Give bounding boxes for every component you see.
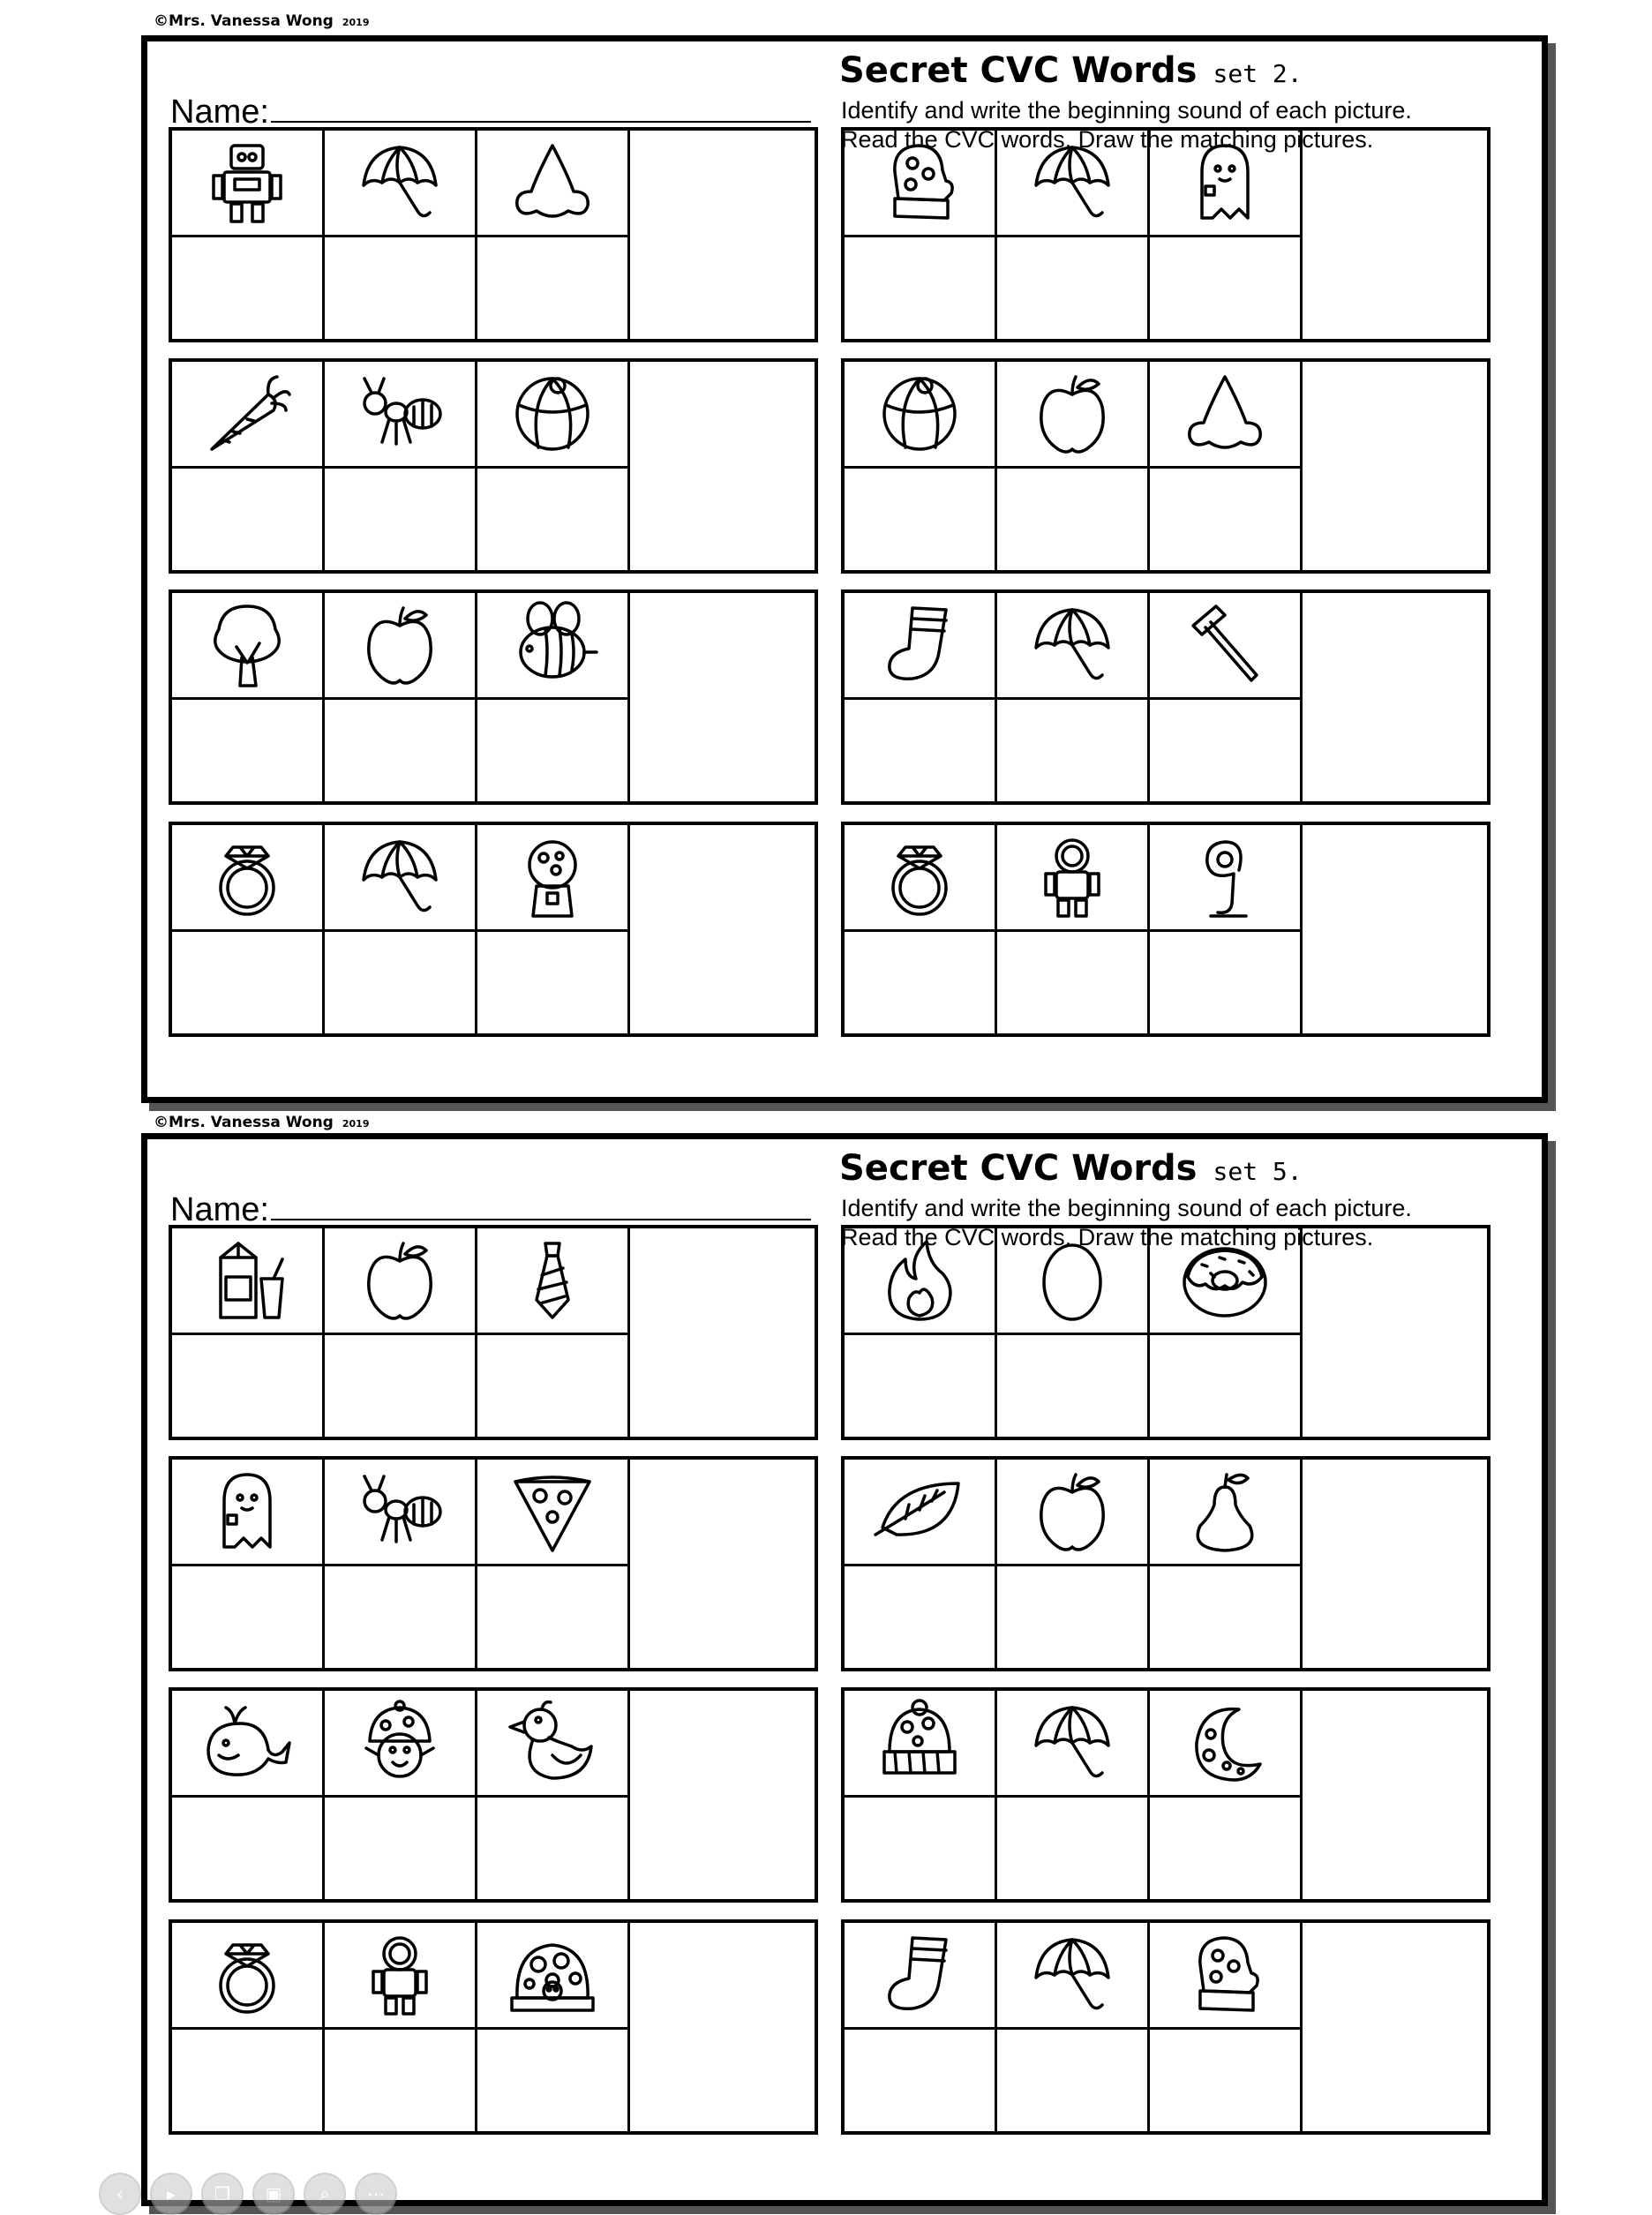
donut-icon bbox=[1175, 1235, 1274, 1326]
letter-write-box[interactable] bbox=[172, 1335, 325, 1437]
word-panel bbox=[841, 1225, 1491, 1440]
letter-write-box[interactable] bbox=[477, 469, 630, 570]
letter-write-box[interactable] bbox=[477, 1798, 630, 1899]
word-panel bbox=[169, 1687, 818, 1903]
instruction-line-2: Read the CVC words. Draw the matching pictures. bbox=[841, 1224, 1374, 1250]
egg-icon bbox=[1023, 1235, 1122, 1326]
letter-write-box[interactable] bbox=[997, 932, 1150, 1033]
name-label-text: Name: bbox=[170, 94, 269, 131]
picture-cell bbox=[477, 1923, 630, 2030]
picture-cell bbox=[477, 1460, 630, 1566]
ring-icon bbox=[198, 831, 297, 923]
letter-write-box[interactable] bbox=[997, 2030, 1150, 2131]
letter-write-box[interactable] bbox=[477, 1335, 630, 1437]
name-write-line[interactable] bbox=[271, 91, 811, 123]
copyright-text: ©Mrs. Vanessa Wong bbox=[154, 1114, 334, 1131]
umbrella-icon bbox=[1023, 1929, 1122, 2021]
letter-write-box[interactable] bbox=[325, 1566, 477, 1668]
duck-icon bbox=[503, 1697, 602, 1789]
letter-write-box[interactable] bbox=[172, 469, 325, 570]
letter-write-box[interactable] bbox=[477, 700, 630, 801]
copyright-year: 2019 bbox=[342, 1118, 370, 1130]
draw-picture-area[interactable] bbox=[630, 593, 815, 801]
picture-cell bbox=[172, 1228, 325, 1335]
worksheet-1 bbox=[0, 0, 1652, 1103]
word-panel bbox=[169, 358, 818, 574]
umbrella-icon bbox=[1023, 599, 1122, 691]
ghost-icon bbox=[1175, 137, 1274, 229]
letter-write-box[interactable] bbox=[172, 1566, 325, 1668]
picture-cell bbox=[325, 362, 477, 469]
whale-icon bbox=[198, 1697, 297, 1789]
draw-picture-area[interactable] bbox=[1303, 362, 1487, 570]
page-title bbox=[839, 1148, 1303, 1189]
astronaut-icon bbox=[1023, 831, 1122, 923]
copy-icon[interactable]: ❐ bbox=[201, 2173, 244, 2215]
letter-write-box[interactable] bbox=[477, 932, 630, 1033]
set-label: set 5. bbox=[1213, 1157, 1303, 1186]
picture-cell bbox=[1150, 362, 1303, 469]
name-field bbox=[170, 1189, 811, 1229]
ant-icon bbox=[350, 1466, 449, 1558]
picture-cell bbox=[325, 1691, 477, 1798]
letter-write-box[interactable] bbox=[845, 1566, 997, 1668]
milk-icon bbox=[198, 1235, 297, 1326]
picture-cell bbox=[172, 593, 325, 700]
picture-cell bbox=[997, 1691, 1150, 1798]
ring-icon bbox=[198, 1929, 297, 2021]
picture-cell bbox=[1150, 593, 1303, 700]
picture-cell bbox=[172, 825, 325, 932]
word-panel bbox=[169, 1919, 818, 2135]
word-panel bbox=[841, 1456, 1491, 1671]
picture-cell bbox=[997, 131, 1150, 237]
letter-write-box[interactable] bbox=[997, 237, 1150, 339]
umbrella-icon bbox=[1023, 137, 1122, 229]
letter-write-box[interactable] bbox=[172, 932, 325, 1033]
pear-icon bbox=[1175, 1466, 1274, 1558]
picture-cell bbox=[477, 1228, 630, 1335]
picture-cell bbox=[845, 131, 997, 237]
picture-cell bbox=[845, 1691, 997, 1798]
instruction-line-2: Read the CVC words. Draw the matching pictures. bbox=[841, 126, 1374, 153]
picture-cell bbox=[477, 593, 630, 700]
picture-cell bbox=[997, 362, 1150, 469]
letter-write-box[interactable] bbox=[172, 237, 325, 339]
picture-cell bbox=[172, 1691, 325, 1798]
letter-write-box[interactable] bbox=[997, 700, 1150, 801]
letter-write-box[interactable] bbox=[845, 932, 997, 1033]
letter-write-box[interactable] bbox=[477, 2030, 630, 2131]
picture-cell bbox=[997, 1923, 1150, 2030]
picture-cell bbox=[845, 1228, 997, 1335]
letter-write-box[interactable] bbox=[845, 1798, 997, 1899]
carrot-icon bbox=[198, 368, 297, 460]
sock-icon bbox=[870, 1929, 969, 2021]
copyright-notice bbox=[154, 12, 369, 30]
instruction-line-1: Identify and write the beginning sound of each picture. bbox=[841, 1195, 1412, 1221]
picture-cell bbox=[845, 1923, 997, 2030]
word-panel bbox=[169, 127, 818, 342]
tie-icon bbox=[503, 1235, 602, 1326]
letter-write-box[interactable] bbox=[997, 469, 1150, 570]
set-label: set 2. bbox=[1213, 59, 1303, 88]
copyright-text: ©Mrs. Vanessa Wong bbox=[154, 12, 334, 30]
title-text: Secret CVC Words bbox=[839, 1148, 1198, 1189]
draw-picture-area[interactable] bbox=[1303, 593, 1487, 801]
title-text: Secret CVC Words bbox=[839, 50, 1198, 91]
draw-picture-area[interactable] bbox=[630, 362, 815, 570]
picture-cell bbox=[997, 593, 1150, 700]
picture-cell bbox=[997, 1228, 1150, 1335]
picture-cell bbox=[845, 1460, 997, 1566]
bee-icon bbox=[503, 599, 602, 691]
letter-write-box[interactable] bbox=[1150, 1798, 1303, 1899]
copyright-year: 2019 bbox=[342, 17, 370, 28]
draw-picture-area[interactable] bbox=[630, 131, 815, 339]
umbrella-icon bbox=[1023, 1697, 1122, 1789]
letter-write-box[interactable] bbox=[325, 237, 477, 339]
word-panel bbox=[169, 822, 818, 1037]
draw-picture-area[interactable] bbox=[1303, 1923, 1487, 2131]
umbrella-icon bbox=[350, 137, 449, 229]
letter-write-box[interactable] bbox=[325, 469, 477, 570]
picture-cell bbox=[997, 1460, 1150, 1566]
apple-icon bbox=[350, 1235, 449, 1326]
nose-icon bbox=[503, 137, 602, 229]
picture-cell bbox=[1150, 825, 1303, 932]
astronaut-icon bbox=[350, 1929, 449, 2021]
word-panel bbox=[841, 358, 1491, 574]
letter-write-box[interactable] bbox=[1150, 237, 1303, 339]
letter-write-box[interactable] bbox=[172, 1798, 325, 1899]
moon-icon bbox=[1175, 1697, 1274, 1789]
leaf-icon bbox=[870, 1466, 969, 1558]
letter-write-box[interactable] bbox=[325, 932, 477, 1033]
picture-cell bbox=[1150, 1460, 1303, 1566]
picture-cell bbox=[325, 1923, 477, 2030]
letter-write-box[interactable] bbox=[325, 2030, 477, 2131]
nose-icon bbox=[1175, 368, 1274, 460]
ant-icon bbox=[350, 368, 449, 460]
letter-write-box[interactable] bbox=[1150, 2030, 1303, 2131]
picture-cell bbox=[325, 1460, 477, 1566]
draw-picture-area[interactable] bbox=[1303, 825, 1487, 1033]
letter-write-box[interactable] bbox=[325, 1335, 477, 1437]
picture-cell bbox=[845, 362, 997, 469]
ball-icon bbox=[870, 368, 969, 460]
turtle-icon bbox=[503, 1929, 602, 2021]
draw-picture-area[interactable] bbox=[1303, 1228, 1487, 1437]
worksheet-frame bbox=[141, 1133, 1548, 2206]
draw-picture-area[interactable] bbox=[1303, 1460, 1487, 1668]
word-panel bbox=[169, 1456, 818, 1671]
sock-icon bbox=[870, 599, 969, 691]
word-panel bbox=[841, 589, 1491, 805]
picture-cell bbox=[172, 362, 325, 469]
picture-cell bbox=[1150, 1228, 1303, 1335]
save-icon[interactable]: ▣ bbox=[252, 2173, 295, 2215]
fire-icon bbox=[870, 1235, 969, 1326]
word-panel bbox=[841, 1687, 1491, 1903]
picture-cell bbox=[325, 825, 477, 932]
letter-write-box[interactable] bbox=[845, 469, 997, 570]
word-panel bbox=[169, 589, 818, 805]
gumball-icon bbox=[503, 831, 602, 923]
tree-icon bbox=[198, 599, 297, 691]
draw-picture-area[interactable] bbox=[1303, 131, 1487, 339]
picture-cell bbox=[325, 1228, 477, 1335]
letter-write-box[interactable] bbox=[1150, 700, 1303, 801]
name-label-text: Name: bbox=[170, 1191, 269, 1228]
letter-write-box[interactable] bbox=[172, 700, 325, 801]
draw-picture-area[interactable] bbox=[630, 1691, 815, 1899]
letter-write-box[interactable] bbox=[477, 1566, 630, 1668]
apple-icon bbox=[350, 599, 449, 691]
zoom-icon[interactable]: ⌕ bbox=[304, 2173, 346, 2215]
letter-write-box[interactable] bbox=[1150, 469, 1303, 570]
draw-picture-area[interactable] bbox=[630, 1923, 815, 2131]
worksheet-2 bbox=[0, 1101, 1652, 2204]
mitten-icon bbox=[1175, 1929, 1274, 2021]
picture-cell bbox=[477, 825, 630, 932]
letter-write-box[interactable] bbox=[997, 1335, 1150, 1437]
letter-write-box[interactable] bbox=[997, 1566, 1150, 1668]
more-icon[interactable]: ⋯ bbox=[355, 2173, 397, 2215]
apple-icon bbox=[1023, 1466, 1122, 1558]
worksheet-frame bbox=[141, 35, 1548, 1103]
picture-cell bbox=[845, 593, 997, 700]
mitten-icon bbox=[870, 137, 969, 229]
letter-write-box[interactable] bbox=[845, 700, 997, 801]
picture-cell bbox=[172, 131, 325, 237]
play-icon[interactable]: ▸ bbox=[150, 2173, 192, 2215]
picture-cell bbox=[477, 1691, 630, 1798]
instruction-line-1: Identify and write the beginning sound of each picture. bbox=[841, 97, 1412, 124]
picture-cell bbox=[477, 362, 630, 469]
name-field bbox=[170, 91, 811, 131]
picture-cell bbox=[1150, 1691, 1303, 1798]
picture-cell bbox=[1150, 1923, 1303, 2030]
copyright-notice bbox=[154, 1114, 369, 1131]
draw-picture-area[interactable] bbox=[1303, 1691, 1487, 1899]
ball-icon bbox=[503, 368, 602, 460]
word-panel bbox=[841, 127, 1491, 342]
nail-icon bbox=[1175, 599, 1274, 691]
picture-cell bbox=[845, 825, 997, 932]
letter-write-box[interactable] bbox=[477, 237, 630, 339]
letter-write-box[interactable] bbox=[845, 1335, 997, 1437]
letter-write-box[interactable] bbox=[1150, 1335, 1303, 1437]
letter-write-box[interactable] bbox=[845, 237, 997, 339]
picture-cell bbox=[172, 1923, 325, 2030]
letter-write-box[interactable] bbox=[997, 1798, 1150, 1899]
picture-cell bbox=[997, 825, 1150, 932]
page-title bbox=[839, 50, 1303, 91]
letter-write-box[interactable] bbox=[325, 1798, 477, 1899]
draw-picture-area[interactable] bbox=[630, 825, 815, 1033]
apple-icon bbox=[1023, 368, 1122, 460]
pizza-icon bbox=[503, 1466, 602, 1558]
ring-icon bbox=[870, 831, 969, 923]
word-panel bbox=[841, 1919, 1491, 2135]
letter-write-box[interactable] bbox=[1150, 932, 1303, 1033]
letter-write-box[interactable] bbox=[325, 700, 477, 801]
letter-write-box[interactable] bbox=[1150, 1566, 1303, 1668]
word-panel bbox=[169, 1225, 818, 1440]
letter-write-box[interactable] bbox=[172, 2030, 325, 2131]
ghost-icon bbox=[198, 1466, 297, 1558]
hat-icon bbox=[870, 1697, 969, 1789]
draw-picture-area[interactable] bbox=[630, 1460, 815, 1668]
umbrella-icon bbox=[350, 831, 449, 923]
picture-cell bbox=[172, 1460, 325, 1566]
viewer-toolbar bbox=[99, 2173, 397, 2215]
picture-cell bbox=[477, 131, 630, 237]
picture-cell bbox=[325, 593, 477, 700]
picture-cell bbox=[325, 131, 477, 237]
letter-write-box[interactable] bbox=[845, 2030, 997, 2131]
name-write-line[interactable] bbox=[271, 1189, 811, 1220]
elf-icon bbox=[350, 1697, 449, 1789]
nine-icon bbox=[1175, 831, 1274, 923]
word-panel bbox=[841, 822, 1491, 1037]
back-icon[interactable]: ‹ bbox=[99, 2173, 141, 2215]
robot-icon bbox=[198, 137, 297, 229]
draw-picture-area[interactable] bbox=[630, 1228, 815, 1437]
picture-cell bbox=[1150, 131, 1303, 237]
